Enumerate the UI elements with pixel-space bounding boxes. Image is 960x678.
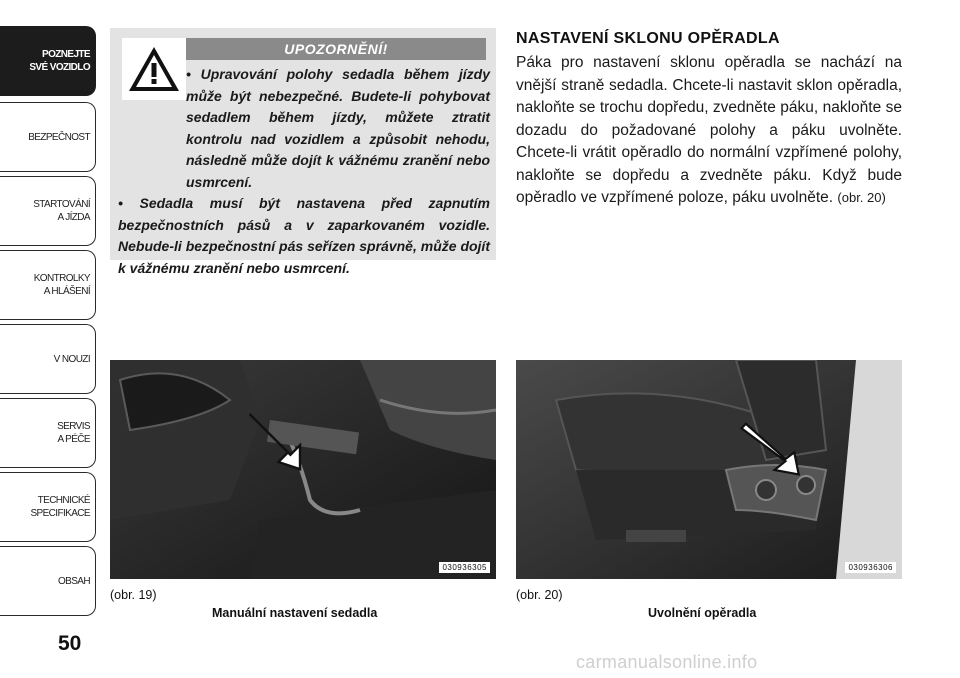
figure-code: 030936306 bbox=[845, 562, 896, 573]
tab-technicke-specifikace[interactable]: TECHNICKÉ SPECIFIKACE bbox=[0, 472, 96, 542]
figure-19-caption: Manuální nastavení sedadla bbox=[212, 606, 378, 620]
tab-servis-a-pece[interactable]: SERVIS A PÉČE bbox=[0, 398, 96, 468]
tab-kontrolky-a-hlaseni[interactable]: KONTROLKY A HLÁŠENÍ bbox=[0, 250, 96, 320]
section-body bbox=[516, 52, 902, 210]
tab-obsah[interactable]: OBSAH bbox=[0, 546, 96, 616]
figure-20-ref: (obr. 20) bbox=[516, 588, 563, 602]
figure-code: 030936305 bbox=[439, 562, 490, 573]
warning-text bbox=[118, 64, 490, 279]
warning-box bbox=[110, 28, 496, 276]
tab-poznejte-sve-vozidlo[interactable]: POZNEJTE SVÉ VOZIDLO bbox=[0, 26, 96, 96]
warning-paragraph-2: • Sedadla musí být nastavena před zapnutím bezpečnostních pásů a v zaparkovaném vozidle. Nebude-li bezpečnostní pás seřízen správně, může dojít k vážnému zranění nebo usmrcení. bbox=[118, 195, 490, 276]
figure-19-ref: (obr. 19) bbox=[110, 588, 157, 602]
warning-paragraph-1: • Upravování polohy sedadla během jízdy může být nebezpečné. Budete-li pohybovat sedadlem během jízdy, můžete ztratit kontrolu nad vozidlem a způsobit nehodu, následně může dojít k vážnému zranění nebo usmrcení. bbox=[186, 66, 490, 190]
figure-20-caption: Uvolnění opěradla bbox=[648, 606, 757, 620]
page-number: 50 bbox=[58, 632, 82, 655]
watermark: carmanualsonline.info bbox=[576, 652, 758, 672]
figure-19-photo bbox=[110, 360, 496, 579]
section-title: NASTAVENÍ SKLONU OPĚRADLA bbox=[516, 30, 780, 47]
tab-v-nouzi[interactable]: V NOUZI bbox=[0, 324, 96, 394]
tab-startovani-a-jizda[interactable]: STARTOVÁNÍ A JÍZDA bbox=[0, 176, 96, 246]
figure-reference: (obr. 20) bbox=[837, 190, 886, 205]
tab-bezpecnost[interactable]: BEZPEČNOST bbox=[0, 102, 96, 172]
section-body-text: Páka pro nastavení sklonu opěradla se nachází na vnější straně sedadla. Chcete-li nastavit sklon opěradla, nakloňte se trochu dopředu, zvedněte páku, nakloňte se dozadu do požadované polohy a páku uvolněte. Chcete-li vrátit opěradlo do normální vzpřímené polohy, nakloňte se dopředu a zvedněte páku. Když bude opěradlo ve vzpřímené poloze, páku uvolněte. bbox=[516, 54, 902, 206]
figure-20-photo bbox=[516, 360, 902, 579]
warning-title: UPOZORNĚNÍ! bbox=[186, 38, 486, 60]
